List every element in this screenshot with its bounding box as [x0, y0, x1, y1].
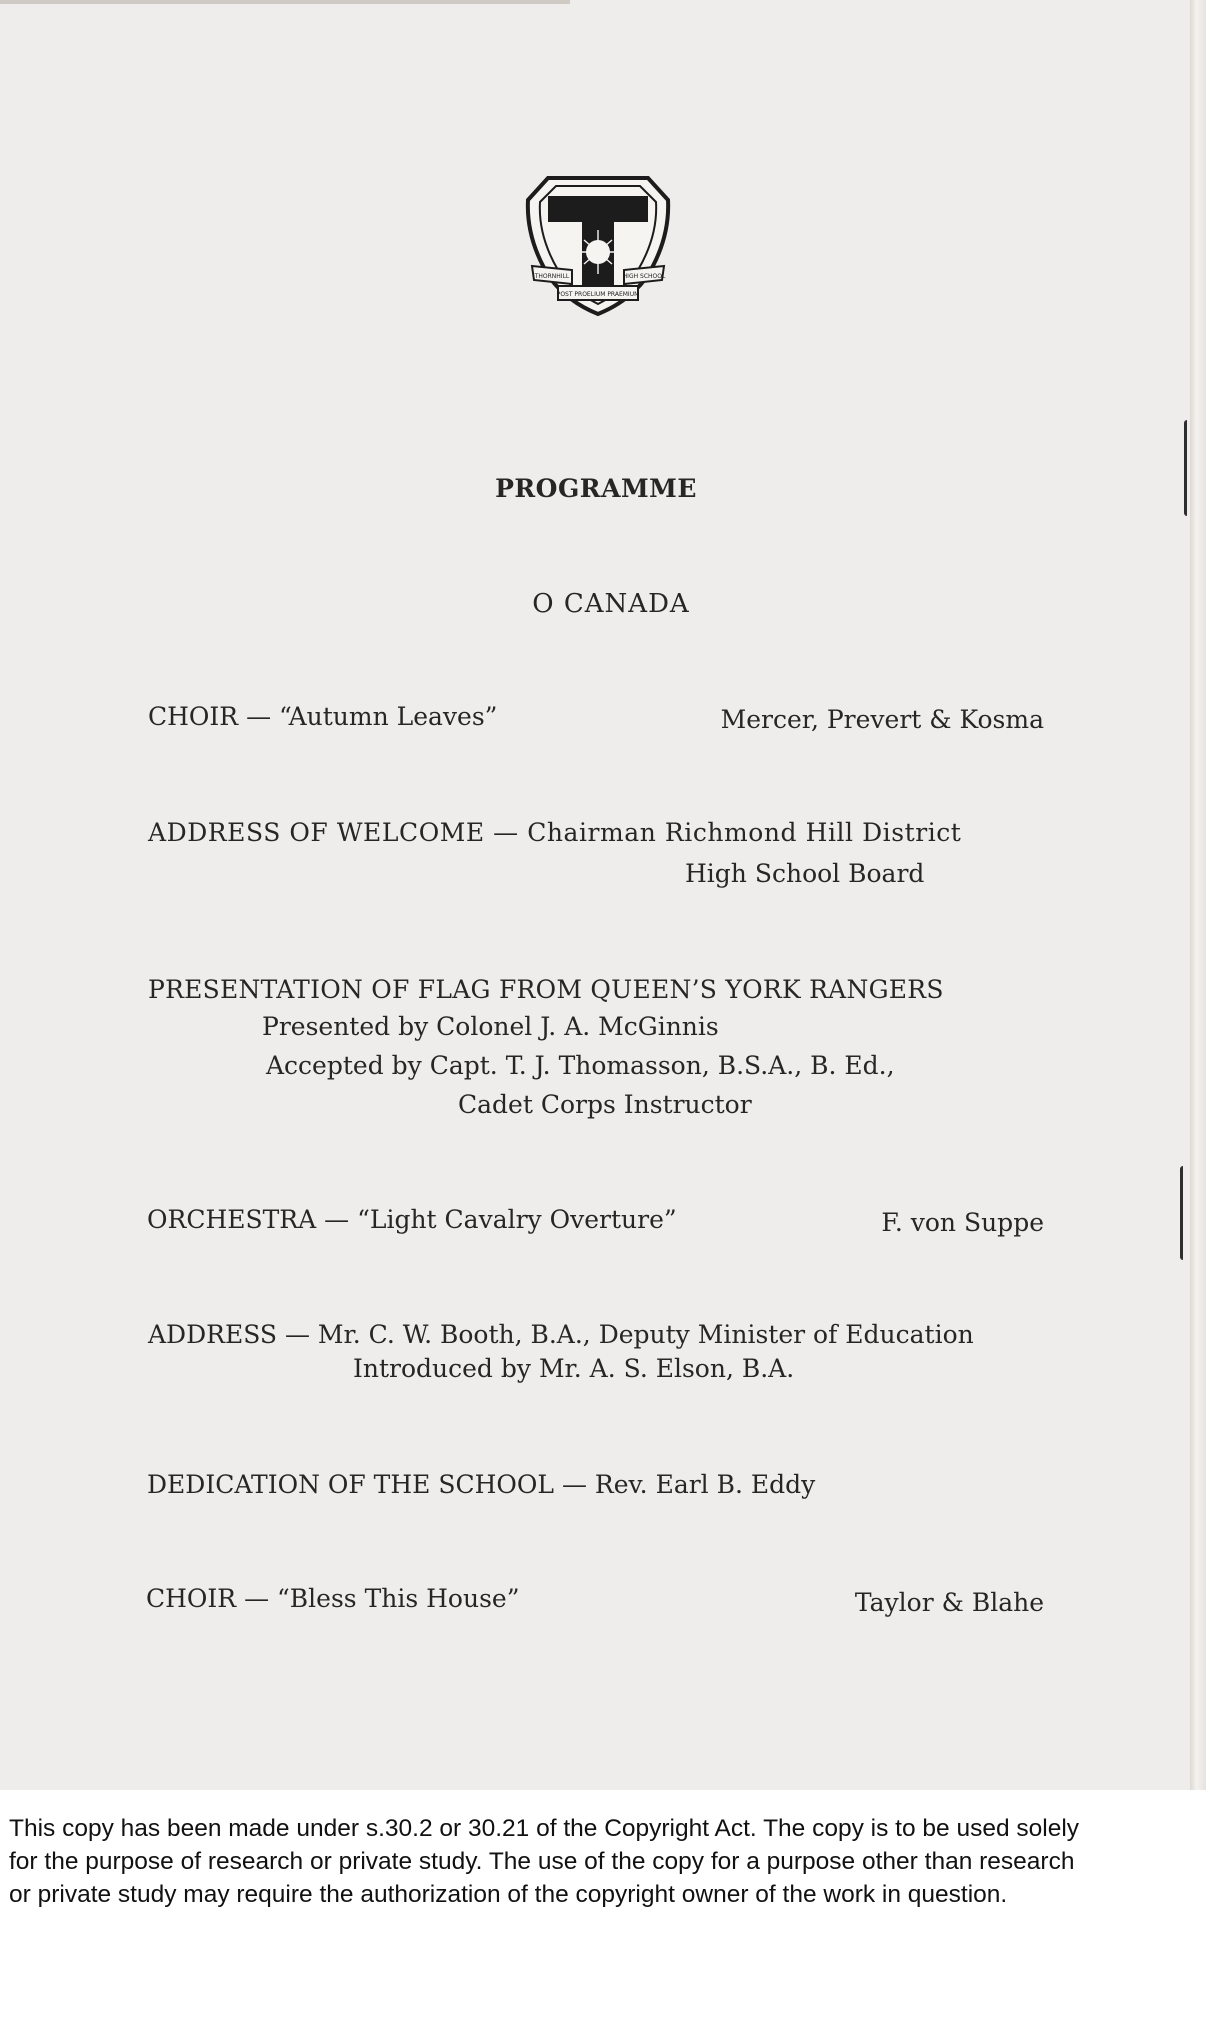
school-crest-logo: [518, 170, 678, 318]
composer-credit: F. von Suppe: [881, 1208, 1044, 1237]
copyright-notice-line: This copy has been made under s.30.2 or 30.21 of the Copyright Act. The copy is to be used solely: [9, 1815, 1080, 1842]
orchestra-light-cavalry: ORCHESTRA — “Light Cavalry Overture”: [147, 1205, 677, 1234]
flag-presentation: PRESENTATION OF FLAG FROM QUEEN’S YORK RANGERS: [148, 975, 944, 1004]
flag-acceptor: Accepted by Capt. T. J. Thomasson, B.S.A., B. Ed.,: [266, 1051, 895, 1080]
anthem-item: O CANADA: [532, 589, 690, 619]
composer-credit: Mercer, Prevert & Kosma: [720, 705, 1044, 734]
copyright-notice-line: or private study may require the authorization of the copyright owner of the work in question.: [9, 1881, 1008, 1908]
flag-acceptor-title: Cadet Corps Instructor: [458, 1090, 752, 1119]
copyright-notice: [0, 1812, 1206, 1911]
copyright-notice-line: for the purpose of research or private study. The use of the copy for a purpose other than research: [9, 1848, 1075, 1875]
svg-text:HIGH SCHOOL: HIGH SCHOOL: [622, 273, 666, 280]
composer-credit: Taylor & Blahe: [854, 1588, 1044, 1617]
choir-autumn-leaves: CHOIR — “Autumn Leaves”: [148, 702, 498, 731]
address-booth: ADDRESS — Mr. C. W. Booth, B.A., Deputy Minister of Education: [148, 1320, 974, 1349]
programme-heading: PROGRAMME: [495, 474, 697, 503]
svg-text:THORNHILL: THORNHILL: [534, 273, 570, 280]
page-fold-edge: [1190, 0, 1206, 1790]
address-introducer: Introduced by Mr. A. S. Elson, B.A.: [353, 1354, 795, 1383]
page-top-edge: [0, 0, 570, 4]
staple: [1180, 1166, 1189, 1260]
address-of-welcome: ADDRESS OF WELCOME — Chairman Richmond Hill District: [148, 818, 962, 847]
svg-text:T: T: [589, 199, 607, 225]
dedication-of-school: DEDICATION OF THE SCHOOL — Rev. Earl B. Eddy: [147, 1470, 816, 1499]
flag-presenter: Presented by Colonel J. A. McGinnis: [262, 1012, 719, 1041]
choir-bless-this-house: CHOIR — “Bless This House”: [146, 1584, 520, 1613]
address-of-welcome-line2: High School Board: [685, 859, 925, 888]
svg-text:POST PROELIUM PRAEMIUM: POST PROELIUM PRAEMIUM: [556, 291, 640, 298]
